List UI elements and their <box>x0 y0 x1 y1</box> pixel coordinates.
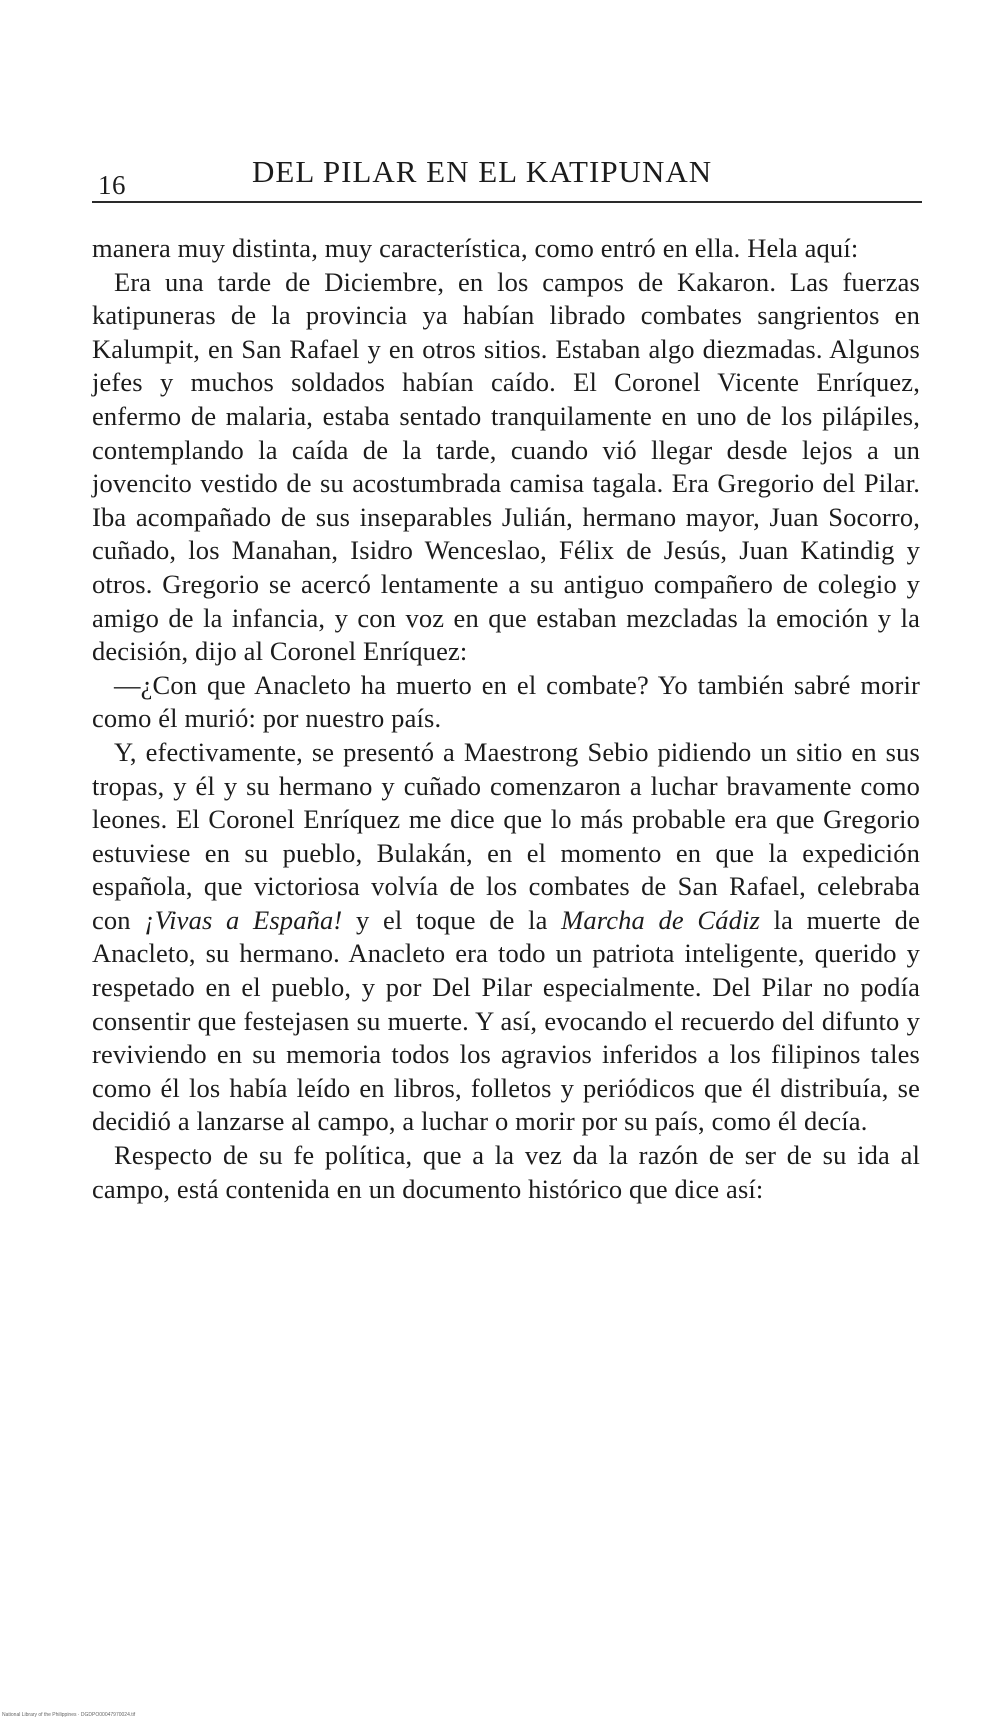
paragraph-1: manera muy distinta, muy característica, como entró en ella. Hela aquí: <box>92 233 859 263</box>
page-number: 16 <box>98 170 126 200</box>
paragraph-2: Era una tarde de Diciembre, en los campos de Kakaron. Las fuerzas katipuneras de la provincia ya habían librado combates sangrientos en Kalumpit, en San Rafael y en otros sitios. Estaban algo diezmadas. Algunos jefes y muchos soldados habían caído. El Coronel Vicente Enríquez, enfermo de malaria, estaba sentado tranquilamente en uno de los pilápiles, contemplando la caída de la tarde, cuando vió llegar desde lejos a un jovencito vestido de su acostumbrada camisa tagala. Era Gregorio del Pilar. Iba acompañado de sus inseparables Julián, hermano mayor, Juan Socorro, cuñado, los Manahan, Isidro Wenceslao, Félix de Jesús, Juan Katindig y otros. Gregorio se acercó lentamente a su antiguo compañero de colegio y amigo de la infancia, y con voz en que estaban mezcladas la emoción y la decisión, dijo al Coronel Enríquez: <box>92 266 920 667</box>
paragraph-4 <box>92 736 920 1139</box>
page-header <box>92 148 922 200</box>
header-rule <box>92 201 922 203</box>
paragraph-4-italic-vivas: ¡Vivas a España! <box>144 904 343 935</box>
paragraph-5: Respecto de su fe política, que a la vez da la razón de ser de su ida al campo, está contenida en un documento histórico que dice así: <box>92 1140 920 1204</box>
scan-credit: National Library of the Philippines · DGDPO00047970024.tif <box>2 1712 136 1718</box>
paragraph-4-text-middle: y el toque de la <box>342 904 562 935</box>
paragraph-3: —¿Con que Anacleto ha muerto en el combate? Yo también sabré morir como él murió: por nuestro país. <box>92 669 920 734</box>
paragraph-4-text-after: la muerte de Anacleto, su hermano. Anacleto era todo un patriota inteligente, querido y respetado en el pueblo, y por Del Pilar especialmente. Del Pilar no podía consentir que festejasen su muerte. Y así, evocando el recuerdo del difunto y reviviendo en su memoria todos los agravios inferidos a los filipinos tales como él los había leído en libros, folletos y periódicos que él distribuía, se decidió a lanzarse al campo, a luchar o morir por su país, como él decía. <box>92 904 920 1137</box>
paragraph-4-text-before: Y, efectivamente, se presentó a Maestrong Sebio pidiendo un sitio en sus tropas, y él y su hermano y cuñado comenzaron a luchar bravamente como leones. El Coronel Enríquez me dice que lo más probable era que Gregorio estuviese en su pueblo, Bulakán, en el momento en que la expedición española, que victoriosa volvía de los combates de San Rafael, celebraba con <box>92 736 920 935</box>
paragraph-4-italic-marcha: Marcha de Cádiz <box>561 904 761 935</box>
running-title: DEL PILAR EN EL KATIPUNAN <box>252 154 713 189</box>
body-text <box>92 232 920 1206</box>
